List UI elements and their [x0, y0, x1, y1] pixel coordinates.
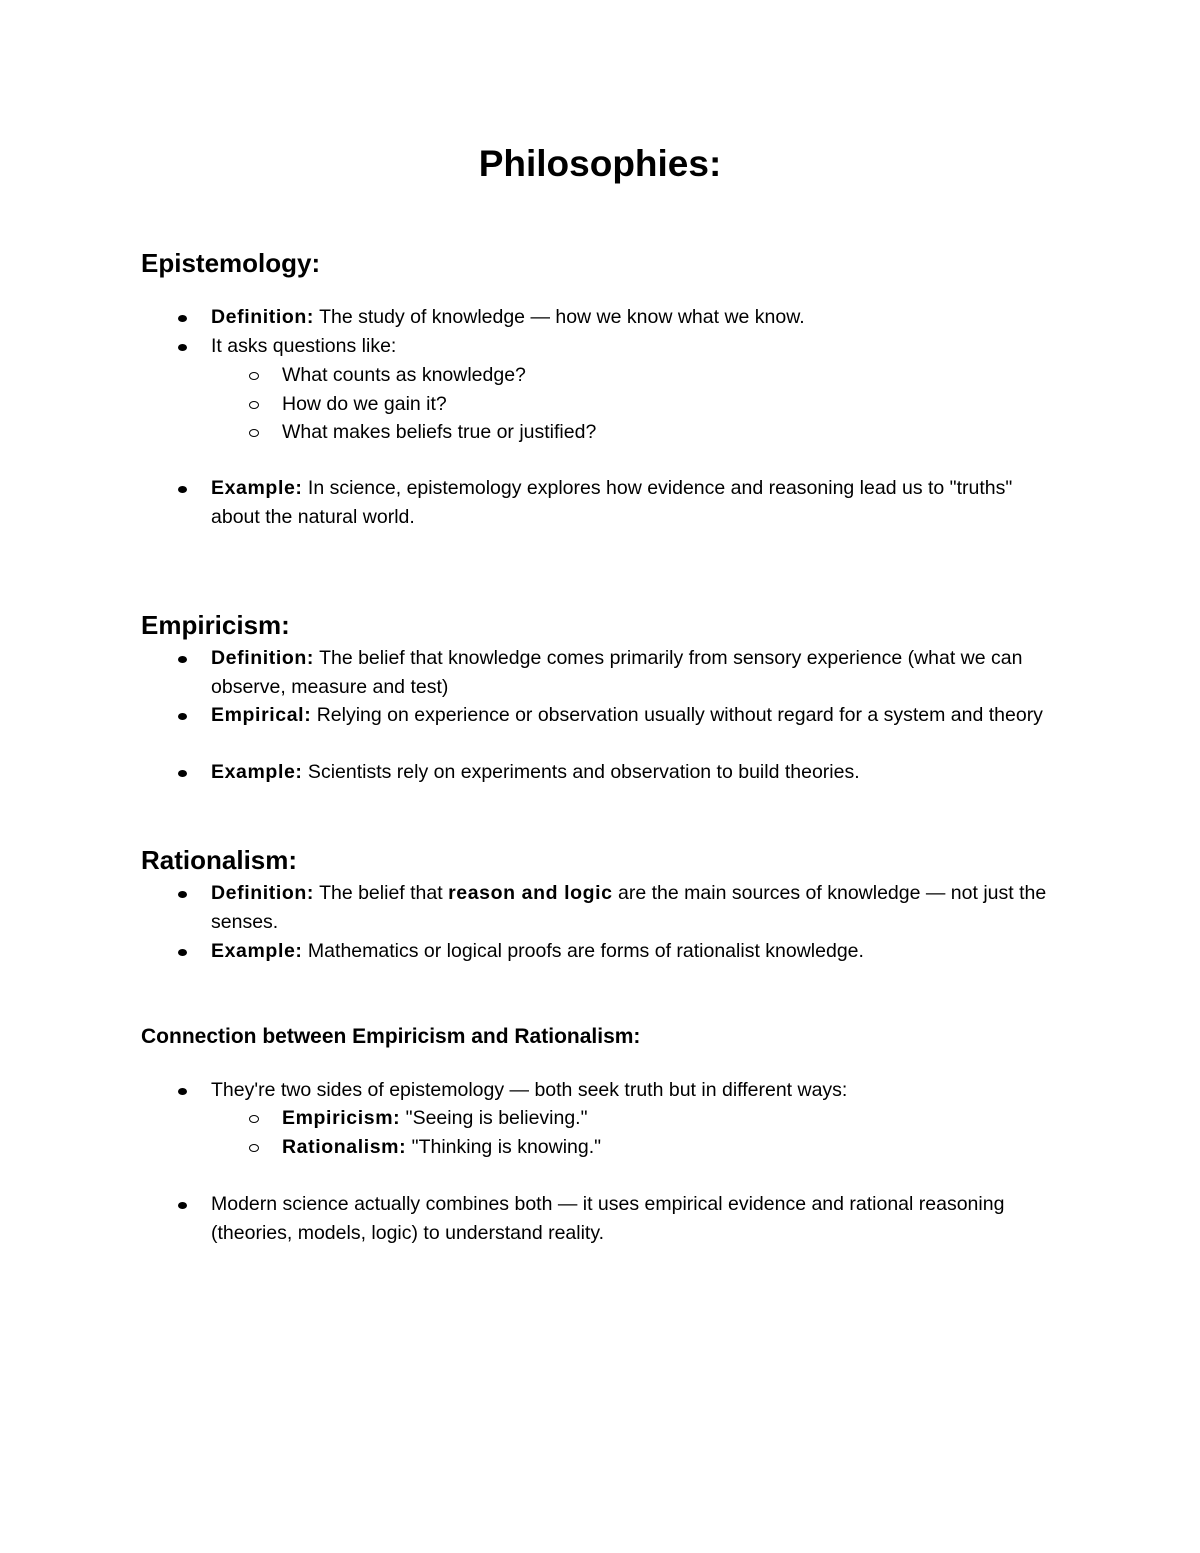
bullet-icon [178, 713, 187, 720]
label-rationalism: Rationalism: [282, 1136, 407, 1158]
label-empirical: Empirical: [211, 704, 312, 726]
page-title: Philosophies: [478, 143, 722, 184]
label-empiricism: Empiricism: [282, 1107, 401, 1129]
bullet-icon [178, 770, 187, 777]
bullet-icon [178, 1088, 187, 1095]
sub-item-question-1: What counts as knowledge? [282, 364, 526, 386]
sub-item-question-3: What makes beliefs true or justified? [282, 421, 597, 443]
heading-empiricism: Empiricism: [141, 610, 290, 640]
rationalism-quote: "Thinking is knowing." [406, 1136, 602, 1158]
list-item-epistemology-definition [211, 303, 1071, 332]
definition-text: The belief that knowledge comes primarily from sensory experience (what we can observe, measure and test) [211, 647, 1023, 698]
empirical-text: Relying on experience or observation usually without regard for a system and theory [311, 704, 1043, 726]
label-example: Example: [211, 940, 303, 962]
bullet-icon [178, 315, 187, 322]
circle-bullet-icon [249, 1115, 259, 1123]
circle-bullet-icon [249, 429, 259, 437]
bullet-icon [178, 949, 187, 956]
list-item-empiricism-example [211, 758, 1071, 787]
sub-item-rationalism [282, 1133, 1062, 1162]
definition-text-post: are the main sources of knowledge — not just the senses. [211, 882, 1047, 933]
bullet-icon [178, 1202, 187, 1209]
circle-bullet-icon [249, 401, 259, 409]
sub-item-empiricism [282, 1104, 1062, 1133]
definition-text-pre: The belief that [314, 882, 449, 904]
example-text: Scientists rely on experiments and observation to build theories. [302, 761, 860, 783]
list-item-rationalism-definition [211, 879, 1051, 937]
definition-emphasis: reason and logic [448, 882, 613, 904]
example-text: Mathematics or logical proofs are forms of rationalist knowledge. [302, 940, 864, 962]
label-definition: Definition: [211, 306, 314, 328]
list-item-modern-science: Modern science actually combines both — it uses empirical evidence and rational reasoning (theories, models, logic) to understand reality. [211, 1193, 1005, 1244]
circle-bullet-icon [249, 1144, 259, 1152]
label-definition: Definition: [211, 882, 314, 904]
label-definition: Definition: [211, 647, 314, 669]
list-item-empirical [211, 701, 1071, 730]
bullet-icon [178, 486, 187, 493]
bullet-icon [178, 656, 187, 663]
label-example: Example: [211, 477, 303, 499]
heading-connection: Connection between Empiricism and Rationalism: [141, 1025, 641, 1048]
list-item-rationalism-example [211, 937, 1071, 966]
list-item-epistemology-example [211, 474, 1031, 532]
example-text: In science, epistemology explores how evidence and reasoning lead us to "truths" about the natural world. [211, 477, 1013, 528]
list-item-asks: It asks questions like: [211, 335, 397, 357]
bullet-icon [178, 344, 187, 351]
definition-text: The study of knowledge — how we know what we know. [314, 306, 805, 328]
label-example: Example: [211, 761, 303, 783]
list-item-empiricism-definition [211, 644, 1041, 702]
circle-bullet-icon [249, 372, 259, 380]
sub-item-question-2: How do we gain it? [282, 393, 447, 415]
heading-rationalism: Rationalism: [141, 845, 298, 875]
bullet-icon [178, 891, 187, 898]
empiricism-quote: "Seeing is believing." [400, 1107, 588, 1129]
list-item-connection-intro: They're two sides of epistemology — both seek truth but in different ways: [211, 1079, 848, 1101]
heading-epistemology: Epistemology: [141, 248, 321, 278]
